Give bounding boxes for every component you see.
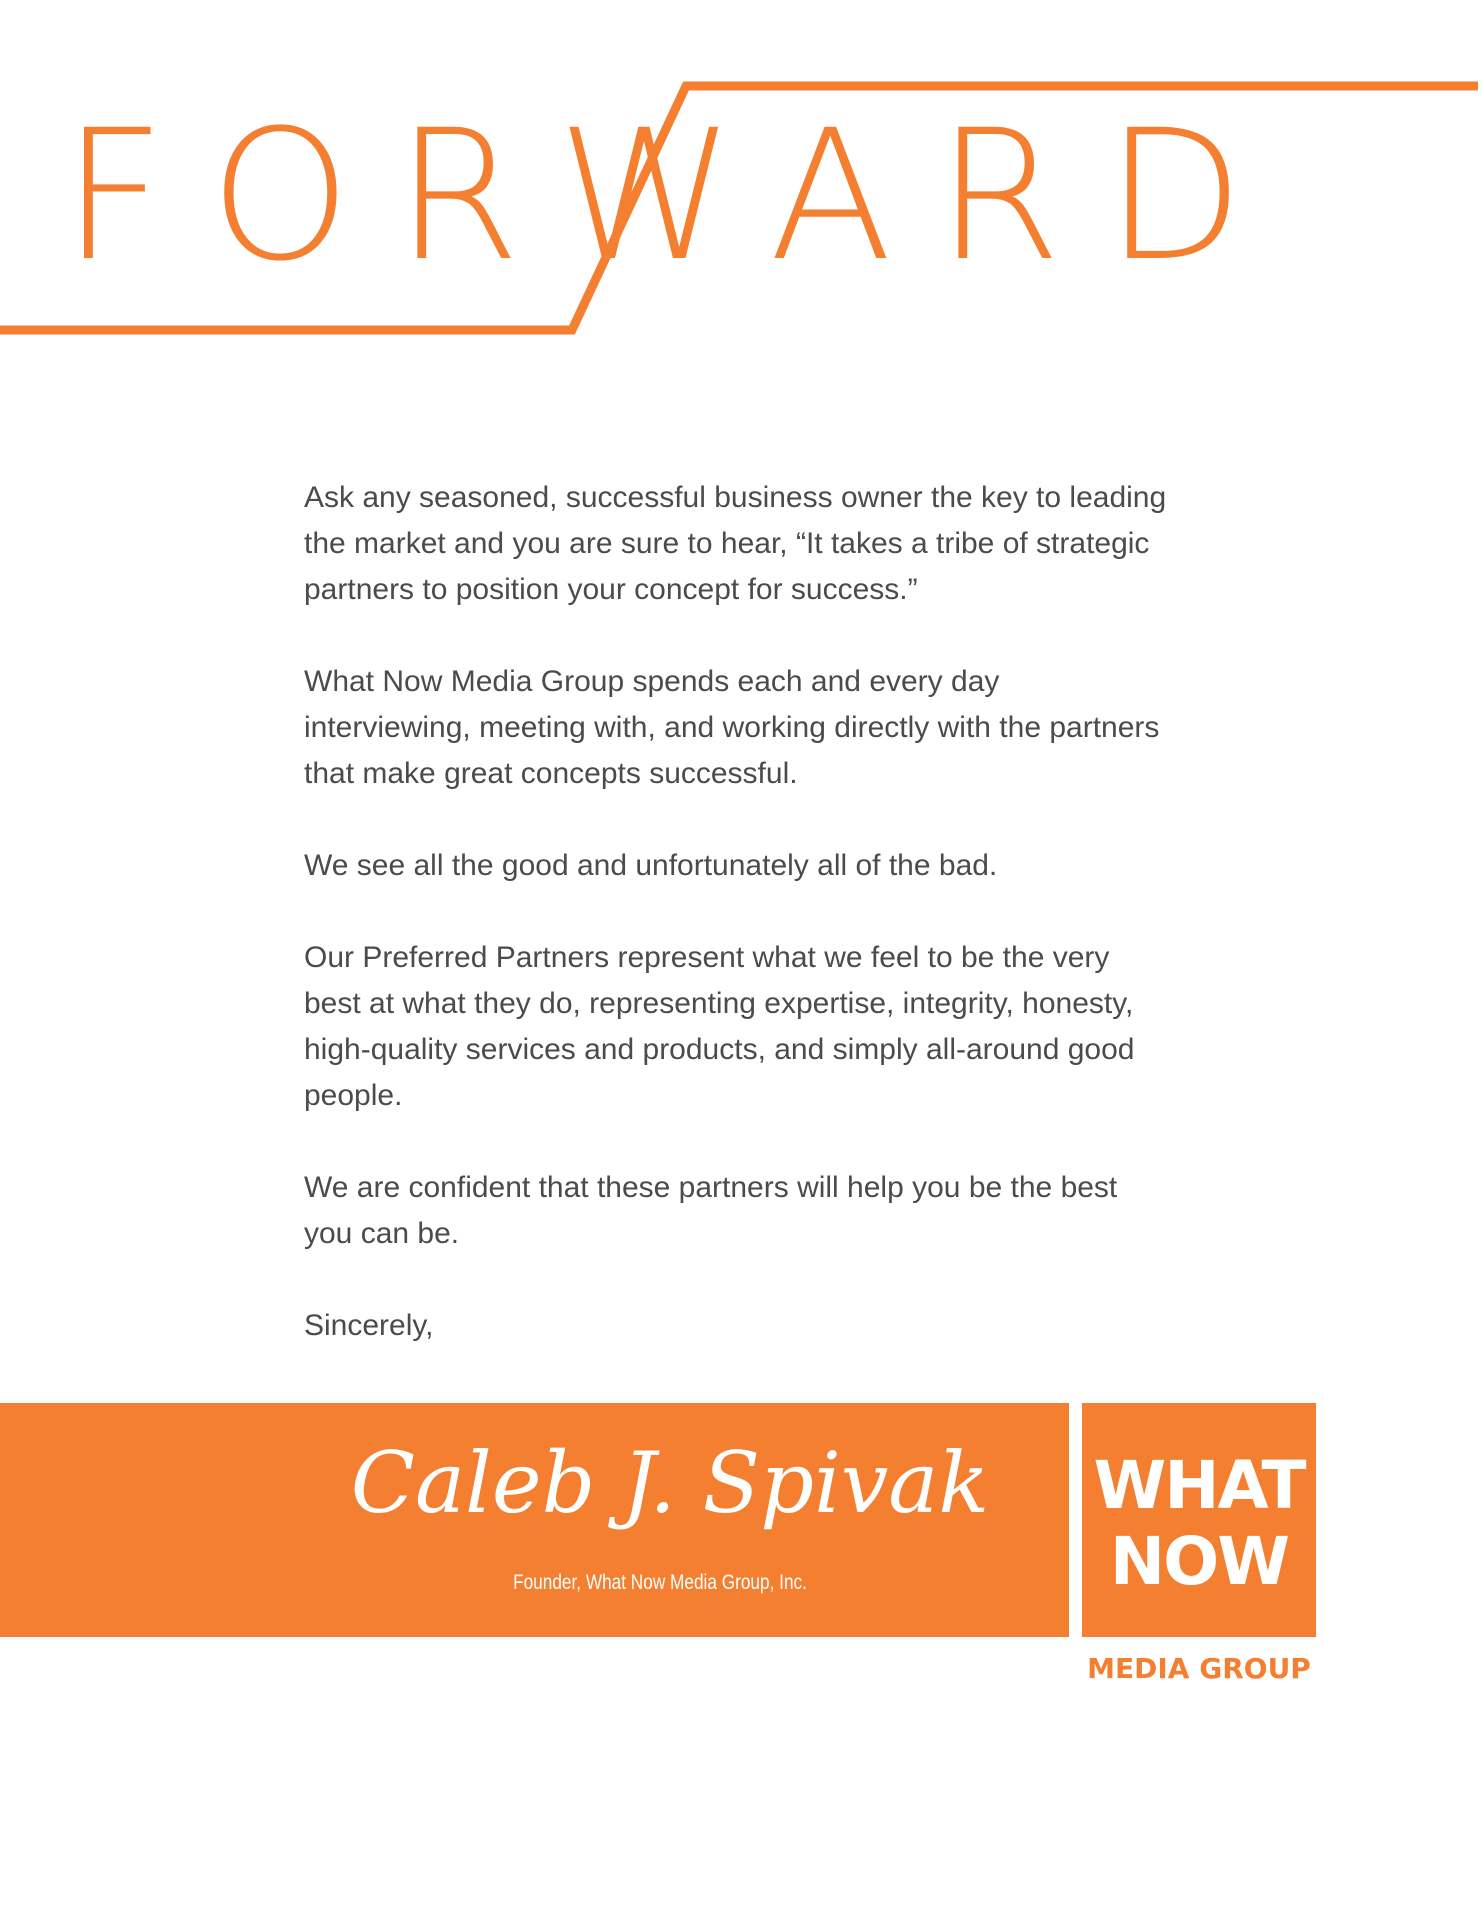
signer-title: Founder, What Now Media Group, Inc. <box>513 1571 807 1594</box>
letter-paragraph: Our Preferred Partners represent what we feel to be the very best at what they do, representing expertise, integrity, honesty, high-quality services and products, and simply all-around good people. <box>304 941 1135 1112</box>
logo-word-what: WHAT <box>1093 1447 1305 1524</box>
letter-paragraph: What Now Media Group spends each and every day interviewing, meeting with, and working directly with the partners that make great concepts successful. <box>304 665 1160 790</box>
letter-body <box>304 475 1284 1349</box>
header-graphic <box>0 0 1484 360</box>
letter-paragraph: We are confident that these partners will help you be the best you can be. <box>304 1171 1118 1250</box>
logo-word-now: NOW <box>1109 1523 1289 1600</box>
signature-band <box>0 1403 1069 1637</box>
letter-paragraph: Ask any seasoned, successful business owner the key to leading the market and you are sure to hear, “It takes a tribe of strategic partners to position your concept for success.” <box>304 481 1167 606</box>
company-logo <box>1082 1403 1316 1637</box>
letter-paragraph: We see all the good and unfortunately all of the bad. <box>304 849 998 882</box>
signature: Caleb J. Spivak <box>350 1434 990 1532</box>
logo-tagline: MEDIA GROUP <box>1087 1652 1311 1685</box>
page-title: FORWARD <box>62 92 1288 301</box>
letter-closing: Sincerely, <box>304 1309 434 1342</box>
